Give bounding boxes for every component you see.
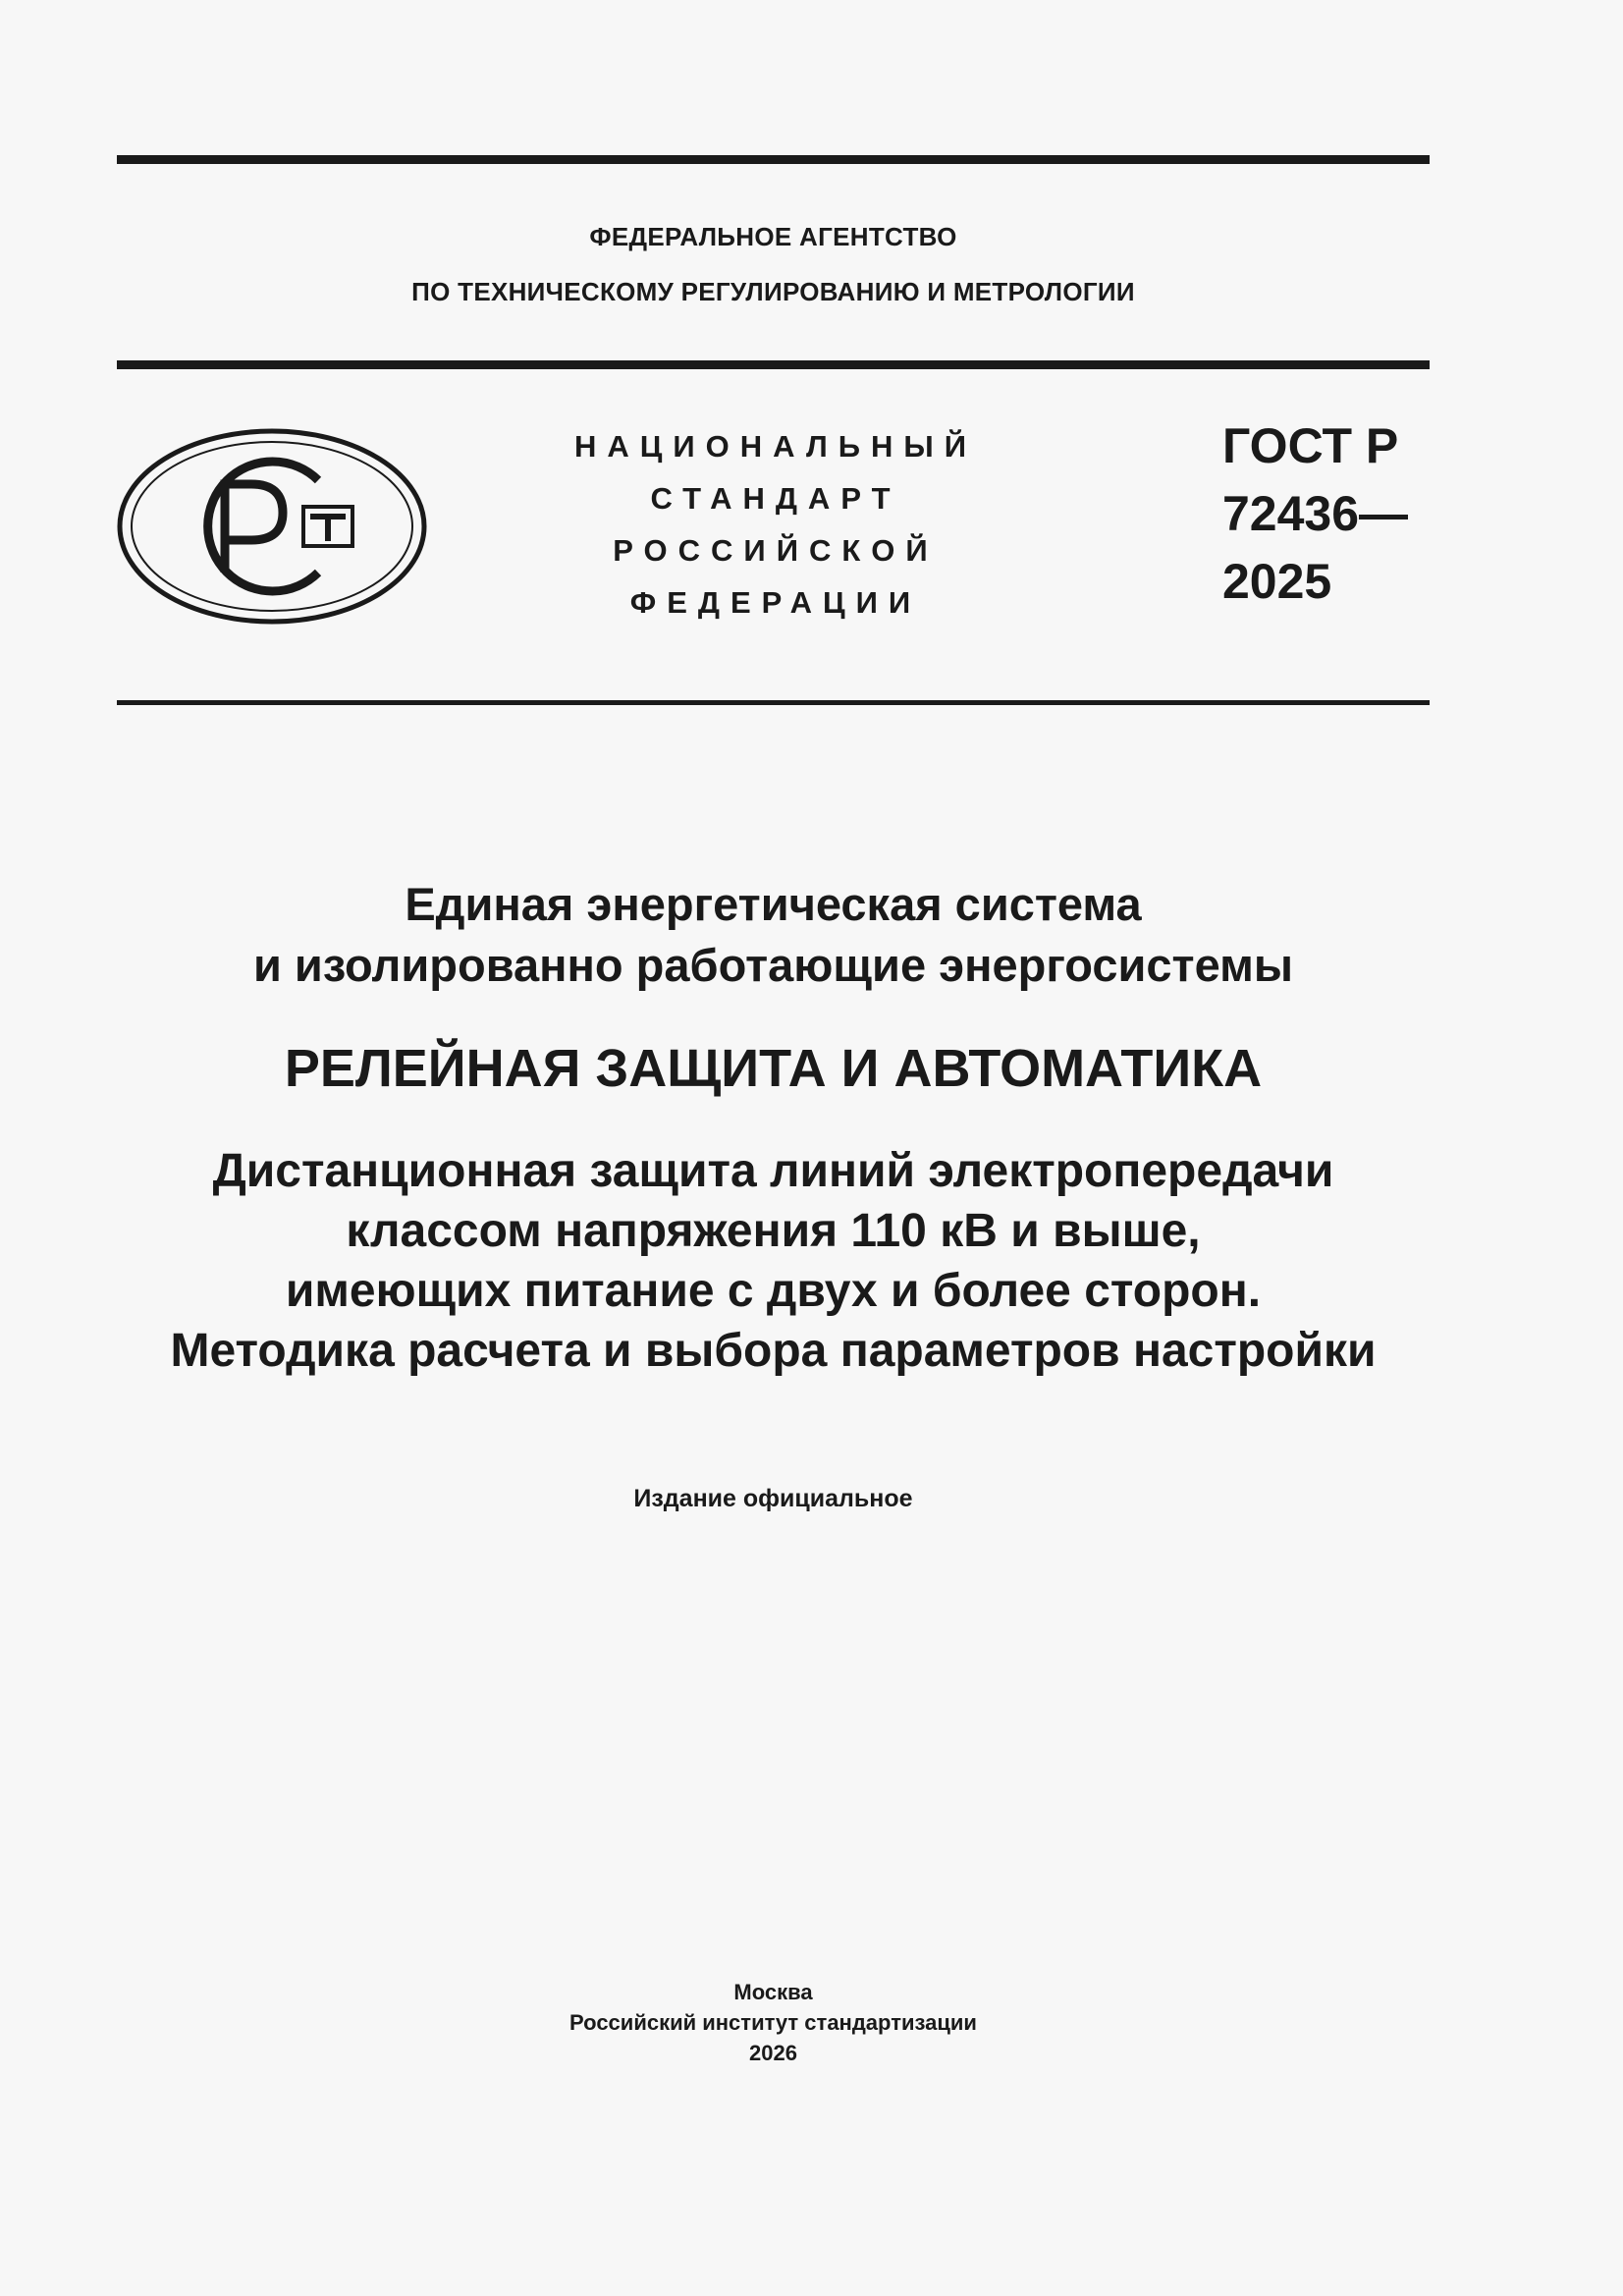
standard-designation	[1222, 412, 1448, 616]
description-line-3: имеющих питание с двух и более сторон.	[285, 1265, 1262, 1317]
publisher-imprint	[117, 1977, 1430, 2068]
description-line-1: Дистанционная защита линий электропередачи	[212, 1145, 1334, 1197]
designation-line-1: ГОСТ Р	[1222, 418, 1399, 473]
designation-line-2: 72436—	[1222, 486, 1409, 541]
national-standard-line-2: СТАНДАРТ	[650, 481, 901, 516]
top-rule	[117, 155, 1430, 164]
edition-label: Издание официальное	[633, 1485, 913, 1512]
header-divider-rule	[117, 360, 1430, 369]
imprint-year: 2026	[749, 2041, 797, 2065]
national-standard-line-4: ФЕДЕРАЦИИ	[629, 585, 922, 620]
document-subtitle	[117, 874, 1430, 996]
header-bottom-rule	[117, 700, 1430, 705]
subtitle-line-1: Единая энергетическая система	[405, 878, 1142, 930]
subtitle-line-2: и изолированно работающие энергосистемы	[252, 939, 1293, 991]
national-standard-line-3: РОССИЙСКОЙ	[613, 533, 939, 568]
document-description	[117, 1141, 1430, 1381]
description-line-4: Методика расчета и выбора параметров настройки	[170, 1325, 1377, 1377]
imprint-city: Москва	[733, 1980, 813, 2004]
agency-name-line-2: ПО ТЕХНИЧЕСКОМУ РЕГУЛИРОВАНИЮ И МЕТРОЛОГИИ	[411, 277, 1135, 306]
national-standard-line-1: НАЦИОНАЛЬНЫЙ	[573, 429, 978, 464]
agency-name-line-1: ФЕДЕРАЛЬНОЕ АГЕНТСТВО	[589, 222, 957, 251]
document-main-title: РЕЛЕЙНАЯ ЗАЩИТА И АВТОМАТИКА	[284, 1039, 1263, 1098]
description-line-2: классом напряжения 110 кВ и выше,	[346, 1205, 1201, 1257]
imprint-publisher: Российский институт стандартизации	[569, 2010, 977, 2035]
rst-emblem-icon	[116, 427, 428, 630]
designation-line-3: 2025	[1222, 554, 1332, 609]
national-standard-label	[530, 420, 1021, 629]
